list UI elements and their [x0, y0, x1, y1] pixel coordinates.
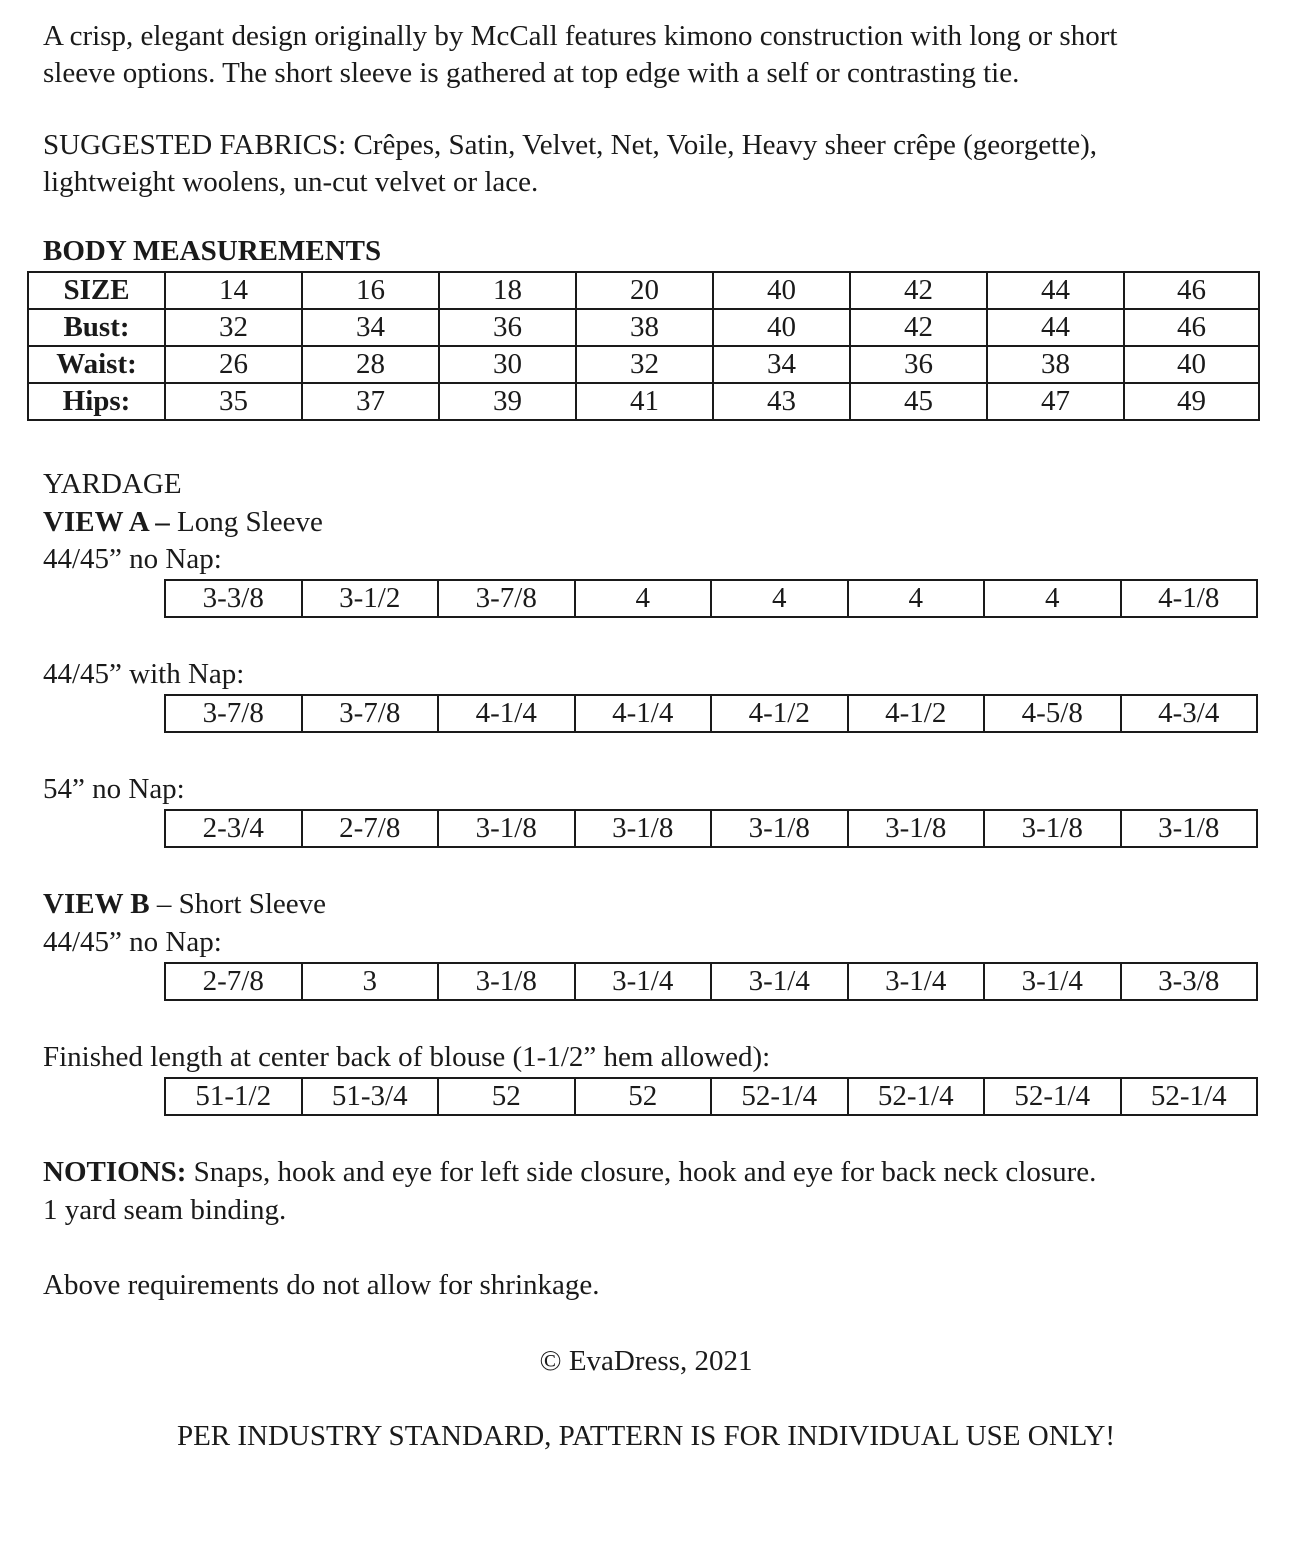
yardage-cell: 3-1/8 [984, 810, 1121, 847]
measurement-cell: 39 [439, 383, 576, 420]
measurement-cell: 44 [987, 272, 1124, 309]
yardage-row [165, 963, 1257, 1000]
notions-label: NOTIONS: [43, 1156, 187, 1188]
yardage-row [165, 695, 1257, 732]
notions-line-2: 1 yard seam binding. [43, 1194, 287, 1226]
measurement-cell: 40 [713, 272, 850, 309]
measurement-row-label: Hips: [28, 383, 165, 420]
finished-length-table [164, 1077, 1258, 1116]
view-b-heading [43, 886, 326, 923]
yardage-cell: 3-1/8 [438, 963, 575, 1000]
finished-length-label: Finished length at center back of blouse (1-1/2” hem allowed): [43, 1041, 771, 1073]
fabrics-line-2: lightweight woolens, un-cut velvet or lace. [43, 166, 539, 198]
shrinkage-note: Above requirements do not allow for shrinkage. [43, 1269, 600, 1301]
view-a-table-label-1: 44/45” no Nap: [43, 543, 222, 575]
yardage-cell: 3-7/8 [302, 695, 439, 732]
yardage-cell: 3-1/8 [848, 810, 985, 847]
yardage-heading: YARDAGE [43, 468, 182, 500]
view-a-heading [43, 504, 323, 541]
measurement-row [28, 383, 1259, 420]
yardage-cell: 4 [575, 580, 712, 617]
yardage-cell: 3-1/8 [711, 810, 848, 847]
yardage-cell: 4 [848, 580, 985, 617]
fabrics-line-1: SUGGESTED FABRICS: Crêpes, Satin, Velvet, Net, Voile, Heavy sheer crêpe (georgette), [43, 129, 1098, 161]
yardage-cell: 3-1/4 [984, 963, 1121, 1000]
yardage-cell: 2-7/8 [165, 963, 302, 1000]
yardage-cell: 3-7/8 [165, 695, 302, 732]
measurement-cell: 37 [302, 383, 439, 420]
measurement-cell: 45 [850, 383, 987, 420]
notions-line-1 [43, 1154, 1096, 1191]
yardage-cell: 3-3/8 [1121, 963, 1258, 1000]
measurement-row-label: Bust: [28, 309, 165, 346]
measurement-cell: 34 [302, 309, 439, 346]
measurement-cell: 46 [1124, 272, 1259, 309]
measurement-cell: 38 [576, 309, 713, 346]
yardage-cell: 3-7/8 [438, 580, 575, 617]
measurement-cell: 36 [439, 309, 576, 346]
measurement-cell: 46 [1124, 309, 1259, 346]
yardage-cell: 4-1/8 [1121, 580, 1258, 617]
yardage-cell: 4-1/4 [438, 695, 575, 732]
measurement-cell: 41 [576, 383, 713, 420]
yardage-cell: 2-3/4 [165, 810, 302, 847]
view-b-table-label-1: 44/45” no Nap: [43, 926, 222, 958]
yardage-cell: 4 [984, 580, 1121, 617]
view-a-no-nap-54-table [164, 809, 1258, 848]
measurement-cell: 49 [1124, 383, 1259, 420]
measurement-cell: 40 [1124, 346, 1259, 383]
view-b-no-nap-45-table [164, 962, 1258, 1001]
measurement-cell: 16 [302, 272, 439, 309]
measurement-cell: 14 [165, 272, 302, 309]
measurement-cell: 38 [987, 346, 1124, 383]
yardage-cell: 4-3/4 [1121, 695, 1258, 732]
yardage-cell: 3-1/8 [575, 810, 712, 847]
yardage-cell: 3-1/4 [575, 963, 712, 1000]
measurement-cell: 35 [165, 383, 302, 420]
view-a-no-nap-45-table [164, 579, 1258, 618]
measurement-row [28, 346, 1259, 383]
view-a-table-label-2: 44/45” with Nap: [43, 658, 245, 690]
measurement-cell: 32 [165, 309, 302, 346]
measurement-cell: 47 [987, 383, 1124, 420]
yardage-cell: 51-3/4 [302, 1078, 439, 1115]
yardage-cell: 4-5/8 [984, 695, 1121, 732]
yardage-cell: 3-1/8 [438, 810, 575, 847]
disclaimer: PER INDUSTRY STANDARD, PATTERN IS FOR INDIVIDUAL USE ONLY! [176, 1420, 1116, 1452]
measurement-cell: 20 [576, 272, 713, 309]
body-measurements-table [27, 271, 1260, 421]
measurement-cell: 44 [987, 309, 1124, 346]
measurement-cell: 40 [713, 309, 850, 346]
measurement-cell: 26 [165, 346, 302, 383]
view-a-table-label-3: 54” no Nap: [43, 773, 185, 805]
yardage-cell: 52-1/4 [1121, 1078, 1258, 1115]
yardage-cell: 51-1/2 [165, 1078, 302, 1115]
measurement-cell: 34 [713, 346, 850, 383]
yardage-cell: 52-1/4 [711, 1078, 848, 1115]
yardage-cell: 3-1/4 [848, 963, 985, 1000]
measurement-row [28, 272, 1259, 309]
measurement-row-label: Waist: [28, 346, 165, 383]
yardage-cell: 52 [438, 1078, 575, 1115]
measurement-row-label: SIZE [28, 272, 165, 309]
measurement-cell: 18 [439, 272, 576, 309]
measurement-cell: 30 [439, 346, 576, 383]
measurement-cell: 42 [850, 272, 987, 309]
measurement-cell: 43 [713, 383, 850, 420]
yardage-cell: 52-1/4 [984, 1078, 1121, 1115]
intro-line-1: A crisp, elegant design originally by McCall features kimono construction with long or short [43, 20, 1118, 52]
yardage-cell: 4-1/4 [575, 695, 712, 732]
measurement-cell: 32 [576, 346, 713, 383]
notions-text: Snaps, hook and eye for left side closure, hook and eye for back neck closure. [186, 1156, 1097, 1188]
measurement-cell: 42 [850, 309, 987, 346]
yardage-cell: 3-1/4 [711, 963, 848, 1000]
yardage-cell: 3 [302, 963, 439, 1000]
yardage-cell: 3-3/8 [165, 580, 302, 617]
view-a-label: VIEW A – [43, 506, 170, 538]
intro-line-2: sleeve options. The short sleeve is gathered at top edge with a self or contrasting tie. [43, 57, 1020, 89]
view-a-desc: Long Sleeve [169, 506, 323, 538]
yardage-row [165, 810, 1257, 847]
measurement-cell: 36 [850, 346, 987, 383]
view-a-with-nap-45-table [164, 694, 1258, 733]
copyright: © EvaDress, 2021 [539, 1345, 753, 1377]
yardage-row [165, 1078, 1257, 1115]
yardage-cell: 52-1/4 [848, 1078, 985, 1115]
yardage-row [165, 580, 1257, 617]
yardage-cell: 4 [711, 580, 848, 617]
yardage-cell: 4-1/2 [848, 695, 985, 732]
measurement-cell: 28 [302, 346, 439, 383]
yardage-cell: 3-1/8 [1121, 810, 1258, 847]
view-b-label: VIEW B [43, 888, 150, 920]
yardage-cell: 4-1/2 [711, 695, 848, 732]
measurement-row [28, 309, 1259, 346]
view-b-desc: – Short Sleeve [149, 888, 327, 920]
yardage-cell: 2-7/8 [302, 810, 439, 847]
yardage-cell: 3-1/2 [302, 580, 439, 617]
body-measurements-heading: BODY MEASUREMENTS [43, 235, 382, 267]
yardage-cell: 52 [575, 1078, 712, 1115]
